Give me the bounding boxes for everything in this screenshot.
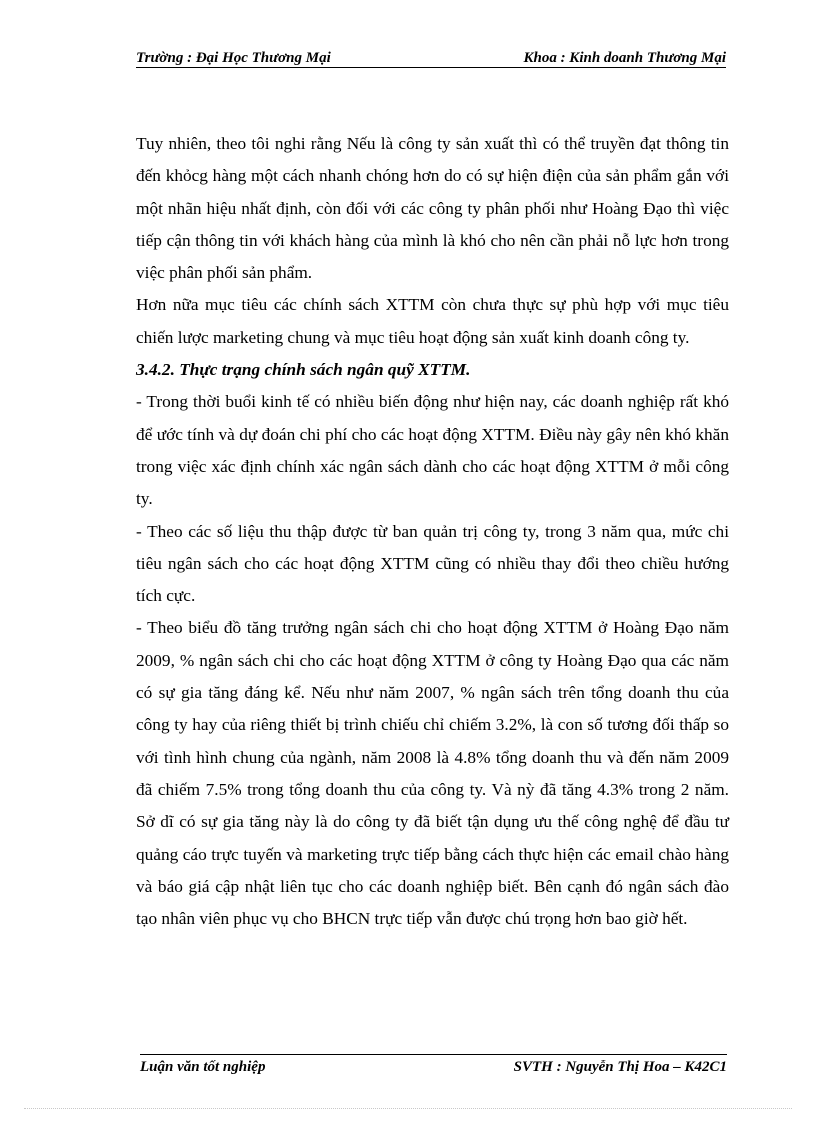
header-school: Trường : Đại Học Thương Mại bbox=[136, 50, 331, 66]
paragraph-2: Hơn nữa mục tiêu các chính sách XTTM còn chưa thực sự phù hợp với mục tiêu chiến lược marketing chung và mục tiêu hoạt động sản xuất kinh doanh công ty. bbox=[136, 295, 729, 347]
header-faculty: Khoa : Kinh doanh Thương Mại bbox=[523, 50, 726, 66]
paragraph-3: - Trong thời buổi kinh tế có nhiều biến động như hiện nay, các doanh nghiệp rất khó để ước tính và dự đoán chi phí cho các hoạt động XTTM. Điều này gây nên khó khăn trong việc xác định chính xác ngân sách dành cho các hoạt động XTTM ở mỗi công ty. bbox=[136, 392, 729, 509]
paragraph-1: Tuy nhiên, theo tôi nghi rằng Nếu là công ty sản xuất thì có thể truyền đạt thông tin đến khỏcg hàng một cách nhanh chóng hơn do có sự hiện điện của sản phẩm gắn với một nhãn hiệu nhất định, còn đối với các công ty phân phối như Hoàng Đạo thì việc tiếp cận thông tin với khách hàng của mình là khó cho nên cần phải nỗ lực hơn trong việc phân phối sản phẩm. bbox=[136, 134, 729, 283]
header-divider bbox=[136, 67, 726, 68]
paragraph-5: - Theo biểu đồ tăng trưởng ngân sách chi cho hoạt động XTTM ở Hoàng Đạo năm 2009, % ngân sách chi cho các hoạt động XTTM ở công ty Hoàng Đạo qua các năm có sự gia tăng đáng kể. Nếu như năm 2007, % ngân sách trên tổng doanh thu của công ty hay của riêng thiết bị trình chiếu chỉ chiếm 3.2%, là con số tương đối thấp so với tình hình chung của ngành, năm 2008 là 4.8% tổng doanh thu và đến năm 2009 đã chiếm 7.5% trong tổng doanh thu của công ty. Và nỳ đã tăng 4.3% trong 2 năm. Sở dĩ có sự gia tăng này là do công ty đã biết tận dụng ưu thế công nghệ để đầu tư quảng cáo trực tuyến và marketing trực tiếp bằng cách thực hiện các email chào hàng và báo giá cập nhật liên tục cho các doanh nghiệp biết. Bên cạnh đó ngân sách đào tạo nhân viên phục vụ cho BHCN trực tiếp vẫn được chú trọng hơn bao giờ hết. bbox=[136, 618, 729, 929]
footer-student: SVTH : Nguyễn Thị Hoa – K42C1 bbox=[513, 1059, 727, 1075]
page-header bbox=[136, 50, 726, 68]
document-body bbox=[136, 128, 729, 935]
section-heading: 3.4.2. Thực trạng chính sách ngân quỹ XTTM. bbox=[136, 360, 471, 380]
footer-divider bbox=[140, 1054, 727, 1055]
footer-thesis-label: Luận văn tốt nghiệp bbox=[140, 1059, 266, 1075]
page-footer bbox=[140, 1059, 727, 1077]
paragraph-4: - Theo các số liệu thu thập được từ ban quản trị công ty, trong 3 năm qua, mức chi tiêu ngân sách cho các hoạt động XTTM cũng có nhiều thay đổi theo chiều hướng tích cực. bbox=[136, 521, 729, 606]
page-edge bbox=[24, 1108, 792, 1109]
